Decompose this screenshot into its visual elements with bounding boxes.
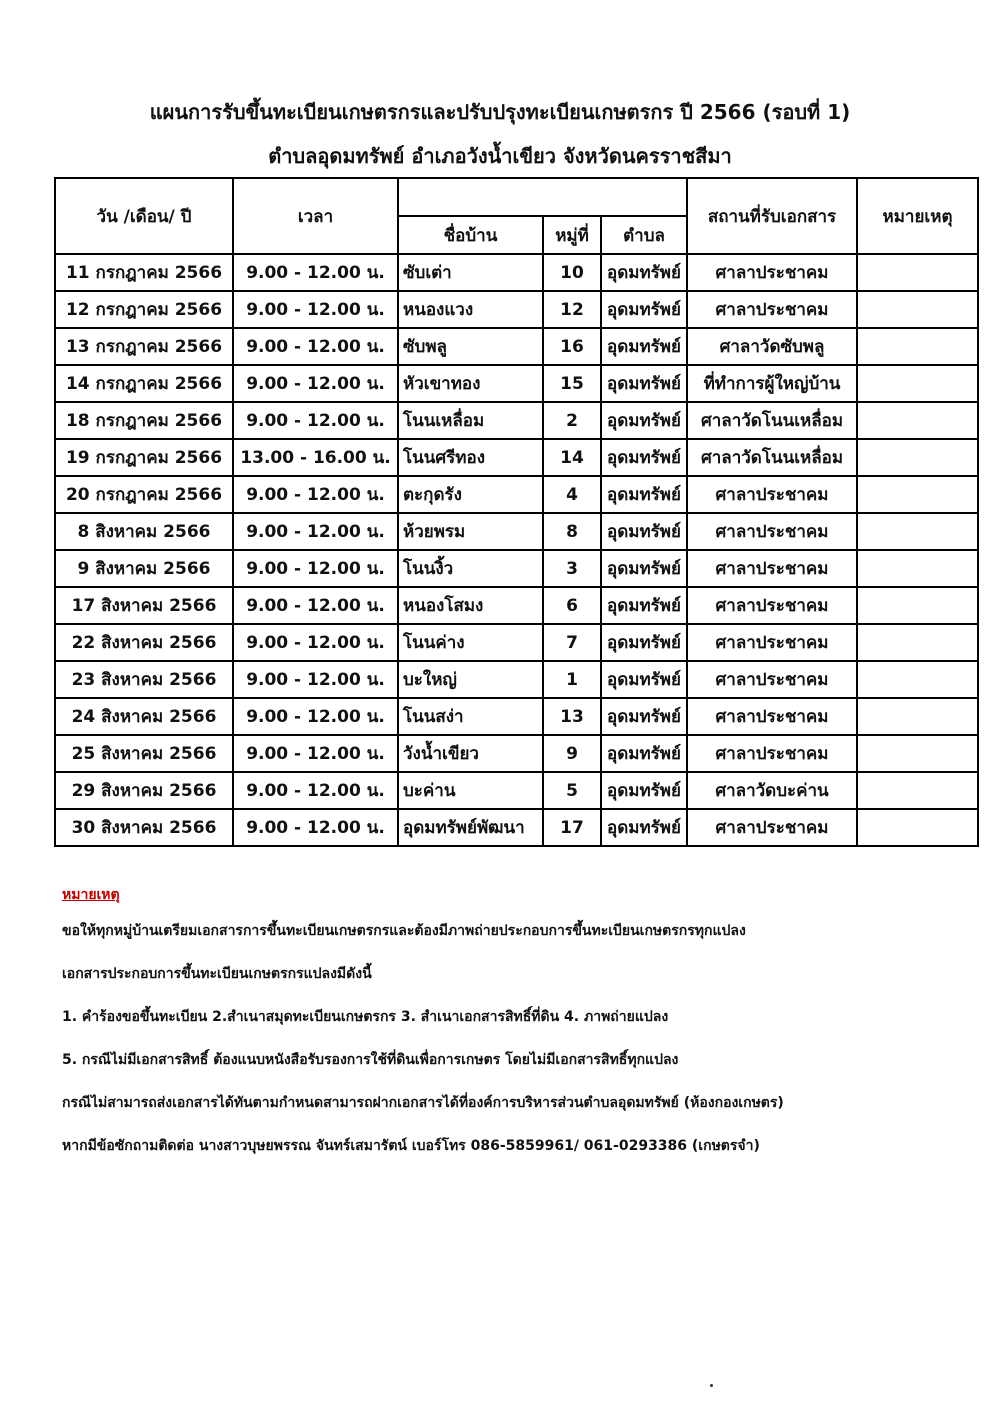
cell-village: หัวเขาทอง: [398, 365, 543, 402]
cell-tambon: อุดมทรัพย์: [601, 291, 687, 328]
cell-moo: 3: [543, 550, 601, 587]
notes-heading: หมายเหตุ: [62, 887, 120, 903]
cell-moo: 14: [543, 439, 601, 476]
cell-remark: [857, 513, 978, 550]
schedule-rows: [55, 254, 978, 846]
cell-time: 9.00 - 12.00 น.: [233, 402, 398, 439]
table-row: [55, 476, 978, 513]
cell-tambon: อุดมทรัพย์: [601, 772, 687, 809]
table-row: [55, 439, 978, 476]
cell-village: โนนงิ้ว: [398, 550, 543, 587]
cell-remark: [857, 291, 978, 328]
table-row: [55, 809, 978, 846]
cell-village: อุดมทรัพย์พัฒนา: [398, 809, 543, 846]
cell-date: 13 กรกฎาคม 2566: [55, 328, 233, 365]
table-row: [55, 365, 978, 402]
cell-time: 9.00 - 12.00 น.: [233, 587, 398, 624]
cell-place: ศาลาประชาคม: [687, 254, 857, 291]
cell-village: ตะกุดรัง: [398, 476, 543, 513]
header-moo: หมู่ที่: [543, 216, 601, 254]
cell-village: ห้วยพรม: [398, 513, 543, 550]
cell-moo: 9: [543, 735, 601, 772]
cell-moo: 6: [543, 587, 601, 624]
cell-time: 9.00 - 12.00 น.: [233, 624, 398, 661]
cell-moo: 7: [543, 624, 601, 661]
cell-tambon: อุดมทรัพย์: [601, 698, 687, 735]
cell-time: 9.00 - 12.00 น.: [233, 291, 398, 328]
cell-date: 17 สิงหาคม 2566: [55, 587, 233, 624]
cell-date: 11 กรกฎาคม 2566: [55, 254, 233, 291]
cell-date: 22 สิงหาคม 2566: [55, 624, 233, 661]
cell-date: 24 สิงหาคม 2566: [55, 698, 233, 735]
header-row-top: [55, 178, 978, 216]
cell-moo: 13: [543, 698, 601, 735]
cell-date: 9 สิงหาคม 2566: [55, 550, 233, 587]
cell-moo: 5: [543, 772, 601, 809]
cell-place: ศาลาประชาคม: [687, 735, 857, 772]
cell-time: 9.00 - 12.00 น.: [233, 513, 398, 550]
header-remark: หมายเหตุ: [857, 178, 978, 254]
cell-place: ศาลาประชาคม: [687, 624, 857, 661]
table-row: [55, 328, 978, 365]
table-row: [55, 254, 978, 291]
cell-remark: [857, 624, 978, 661]
cell-place: ศาลาประชาคม: [687, 291, 857, 328]
cell-moo: 15: [543, 365, 601, 402]
cell-place: ที่ทำการผู้ใหญ่บ้าน: [687, 365, 857, 402]
cell-place: ศาลาประชาคม: [687, 809, 857, 846]
cell-date: 30 สิงหาคม 2566: [55, 809, 233, 846]
cell-time: 9.00 - 12.00 น.: [233, 550, 398, 587]
cell-remark: [857, 735, 978, 772]
cell-time: 9.00 - 12.00 น.: [233, 735, 398, 772]
cell-tambon: อุดมทรัพย์: [601, 476, 687, 513]
cell-tambon: อุดมทรัพย์: [601, 809, 687, 846]
table-row: [55, 735, 978, 772]
cell-village: บะค่าน: [398, 772, 543, 809]
cell-village: หนองโสมง: [398, 587, 543, 624]
header-tambon: ตำบล: [601, 216, 687, 254]
cell-place: ศาลาประชาคม: [687, 661, 857, 698]
table-row: [55, 698, 978, 735]
cell-place: ศาลาวัดบะค่าน: [687, 772, 857, 809]
cell-moo: 8: [543, 513, 601, 550]
schedule-table: [54, 177, 979, 847]
cell-date: 14 กรกฎาคม 2566: [55, 365, 233, 402]
cell-place: ศาลาประชาคม: [687, 698, 857, 735]
cell-tambon: อุดมทรัพย์: [601, 402, 687, 439]
document-title: แผนการรับขึ้นทะเบียนเกษตรกรและปรับปรุงทะเบียนเกษตรกร ปี 2566 (รอบที่ 1): [149, 100, 851, 124]
cell-moo: 17: [543, 809, 601, 846]
cell-village: วังน้ำเขียว: [398, 735, 543, 772]
cell-village: ซับเต่า: [398, 254, 543, 291]
table-row: [55, 772, 978, 809]
table-row: [55, 624, 978, 661]
cell-remark: [857, 254, 978, 291]
cell-tambon: อุดมทรัพย์: [601, 254, 687, 291]
cell-village: โนนค่าง: [398, 624, 543, 661]
note-line: 1. คำร้องขอขึ้นทะเบียน 2.สำเนาสมุดทะเบียนเกษตรกร 3. สำเนาเอกสารสิทธิ์ที่ดิน 4. ภาพถ่ายแปลง: [62, 1009, 669, 1025]
cell-remark: [857, 328, 978, 365]
cell-moo: 1: [543, 661, 601, 698]
cell-remark: [857, 550, 978, 587]
cell-remark: [857, 772, 978, 809]
cell-tambon: อุดมทรัพย์: [601, 328, 687, 365]
cell-date: 12 กรกฎาคม 2566: [55, 291, 233, 328]
cell-village: โนนสง่า: [398, 698, 543, 735]
cell-date: 20 กรกฎาคม 2566: [55, 476, 233, 513]
cell-time: 9.00 - 12.00 น.: [233, 476, 398, 513]
header-location-group: [398, 178, 687, 216]
cell-date: 23 สิงหาคม 2566: [55, 661, 233, 698]
document-subtitle: ตำบลอุดมทรัพย์ อำเภอวังน้ำเขียว จังหวัดนครราชสีมา: [268, 144, 732, 168]
cell-date: 19 กรกฎาคม 2566: [55, 439, 233, 476]
header-village: ชื่อบ้าน: [398, 216, 543, 254]
table-row: [55, 550, 978, 587]
header-date: วัน /เดือน/ ปี: [55, 178, 233, 254]
notes-section: [62, 884, 962, 1178]
cell-remark: [857, 661, 978, 698]
cell-village: ซับพลู: [398, 328, 543, 365]
note-line: เอกสารประกอบการขึ้นทะเบียนเกษตรกรแปลงมีดังนี้: [62, 966, 372, 982]
cell-place: ศาลาประชาคม: [687, 513, 857, 550]
table-row: [55, 587, 978, 624]
cell-moo: 4: [543, 476, 601, 513]
note-line: ขอให้ทุกหมู่บ้านเตรียมเอกสารการขึ้นทะเบียนเกษตรกรและต้องมีภาพถ่ายประกอบการขึ้นทะเบียนเกษตรกรทุกแปลง: [62, 923, 746, 939]
cell-remark: [857, 476, 978, 513]
cell-remark: [857, 402, 978, 439]
table-row: [55, 291, 978, 328]
cell-village: โนนศรีทอง: [398, 439, 543, 476]
cell-remark: [857, 365, 978, 402]
cell-date: 29 สิงหาคม 2566: [55, 772, 233, 809]
note-line: กรณีไม่สามารถส่งเอกสารได้ทันตามกำหนดสามารถฝากเอกสารได้ที่องค์การบริหารส่วนตำบลอุดมทรัพย์ (ห้องกองเกษตร): [62, 1095, 784, 1111]
cell-time: 9.00 - 12.00 น.: [233, 772, 398, 809]
header-time: เวลา: [233, 178, 398, 254]
cell-tambon: อุดมทรัพย์: [601, 735, 687, 772]
cell-place: ศาลาประชาคม: [687, 550, 857, 587]
cell-date: 25 สิงหาคม 2566: [55, 735, 233, 772]
cell-tambon: อุดมทรัพย์: [601, 439, 687, 476]
note-line: หากมีข้อซักถามติดต่อ นางสาวบุษยพรรณ จันทร์เสมารัตน์ เบอร์โทร 086-5859961/ 061-0293386 (เกษตรจำ): [62, 1138, 760, 1154]
cell-time: 9.00 - 12.00 น.: [233, 254, 398, 291]
cell-place: ศาลาประชาคม: [687, 476, 857, 513]
cell-date: 8 สิงหาคม 2566: [55, 513, 233, 550]
cell-moo: 10: [543, 254, 601, 291]
cell-time: 9.00 - 12.00 น.: [233, 698, 398, 735]
cell-moo: 2: [543, 402, 601, 439]
cell-tambon: อุดมทรัพย์: [601, 550, 687, 587]
cell-time: 9.00 - 12.00 น.: [233, 809, 398, 846]
cell-tambon: อุดมทรัพย์: [601, 661, 687, 698]
cell-time: 9.00 - 12.00 น.: [233, 365, 398, 402]
cell-remark: [857, 809, 978, 846]
table-row: [55, 402, 978, 439]
cell-tambon: อุดมทรัพย์: [601, 365, 687, 402]
cell-place: ศาลาวัดโนนเหลื่อม: [687, 439, 857, 476]
cell-tambon: อุดมทรัพย์: [601, 513, 687, 550]
cell-moo: 12: [543, 291, 601, 328]
note-line: 5. กรณีไม่มีเอกสารสิทธิ์ ต้องแนบหนังสือรับรองการใช้ที่ดินเพื่อการเกษตร โดยไม่มีเอกสารสิทธิ์ทุกแปลง: [62, 1052, 679, 1068]
cell-place: ศาลาวัดโนนเหลื่อม: [687, 402, 857, 439]
cell-village: บะใหญ่: [398, 661, 543, 698]
page-speck: [710, 1384, 713, 1387]
cell-remark: [857, 698, 978, 735]
cell-time: 13.00 - 16.00 น.: [233, 439, 398, 476]
table-row: [55, 513, 978, 550]
cell-remark: [857, 439, 978, 476]
table-row: [55, 661, 978, 698]
cell-time: 9.00 - 12.00 น.: [233, 661, 398, 698]
cell-tambon: อุดมทรัพย์: [601, 587, 687, 624]
cell-remark: [857, 587, 978, 624]
cell-time: 9.00 - 12.00 น.: [233, 328, 398, 365]
cell-place: ศาลาประชาคม: [687, 587, 857, 624]
cell-village: หนองแวง: [398, 291, 543, 328]
header-place: สถานที่รับเอกสาร: [687, 178, 857, 254]
cell-place: ศาลาวัดซับพลู: [687, 328, 857, 365]
cell-moo: 16: [543, 328, 601, 365]
cell-tambon: อุดมทรัพย์: [601, 624, 687, 661]
cell-village: โนนเหลื่อม: [398, 402, 543, 439]
cell-date: 18 กรกฎาคม 2566: [55, 402, 233, 439]
